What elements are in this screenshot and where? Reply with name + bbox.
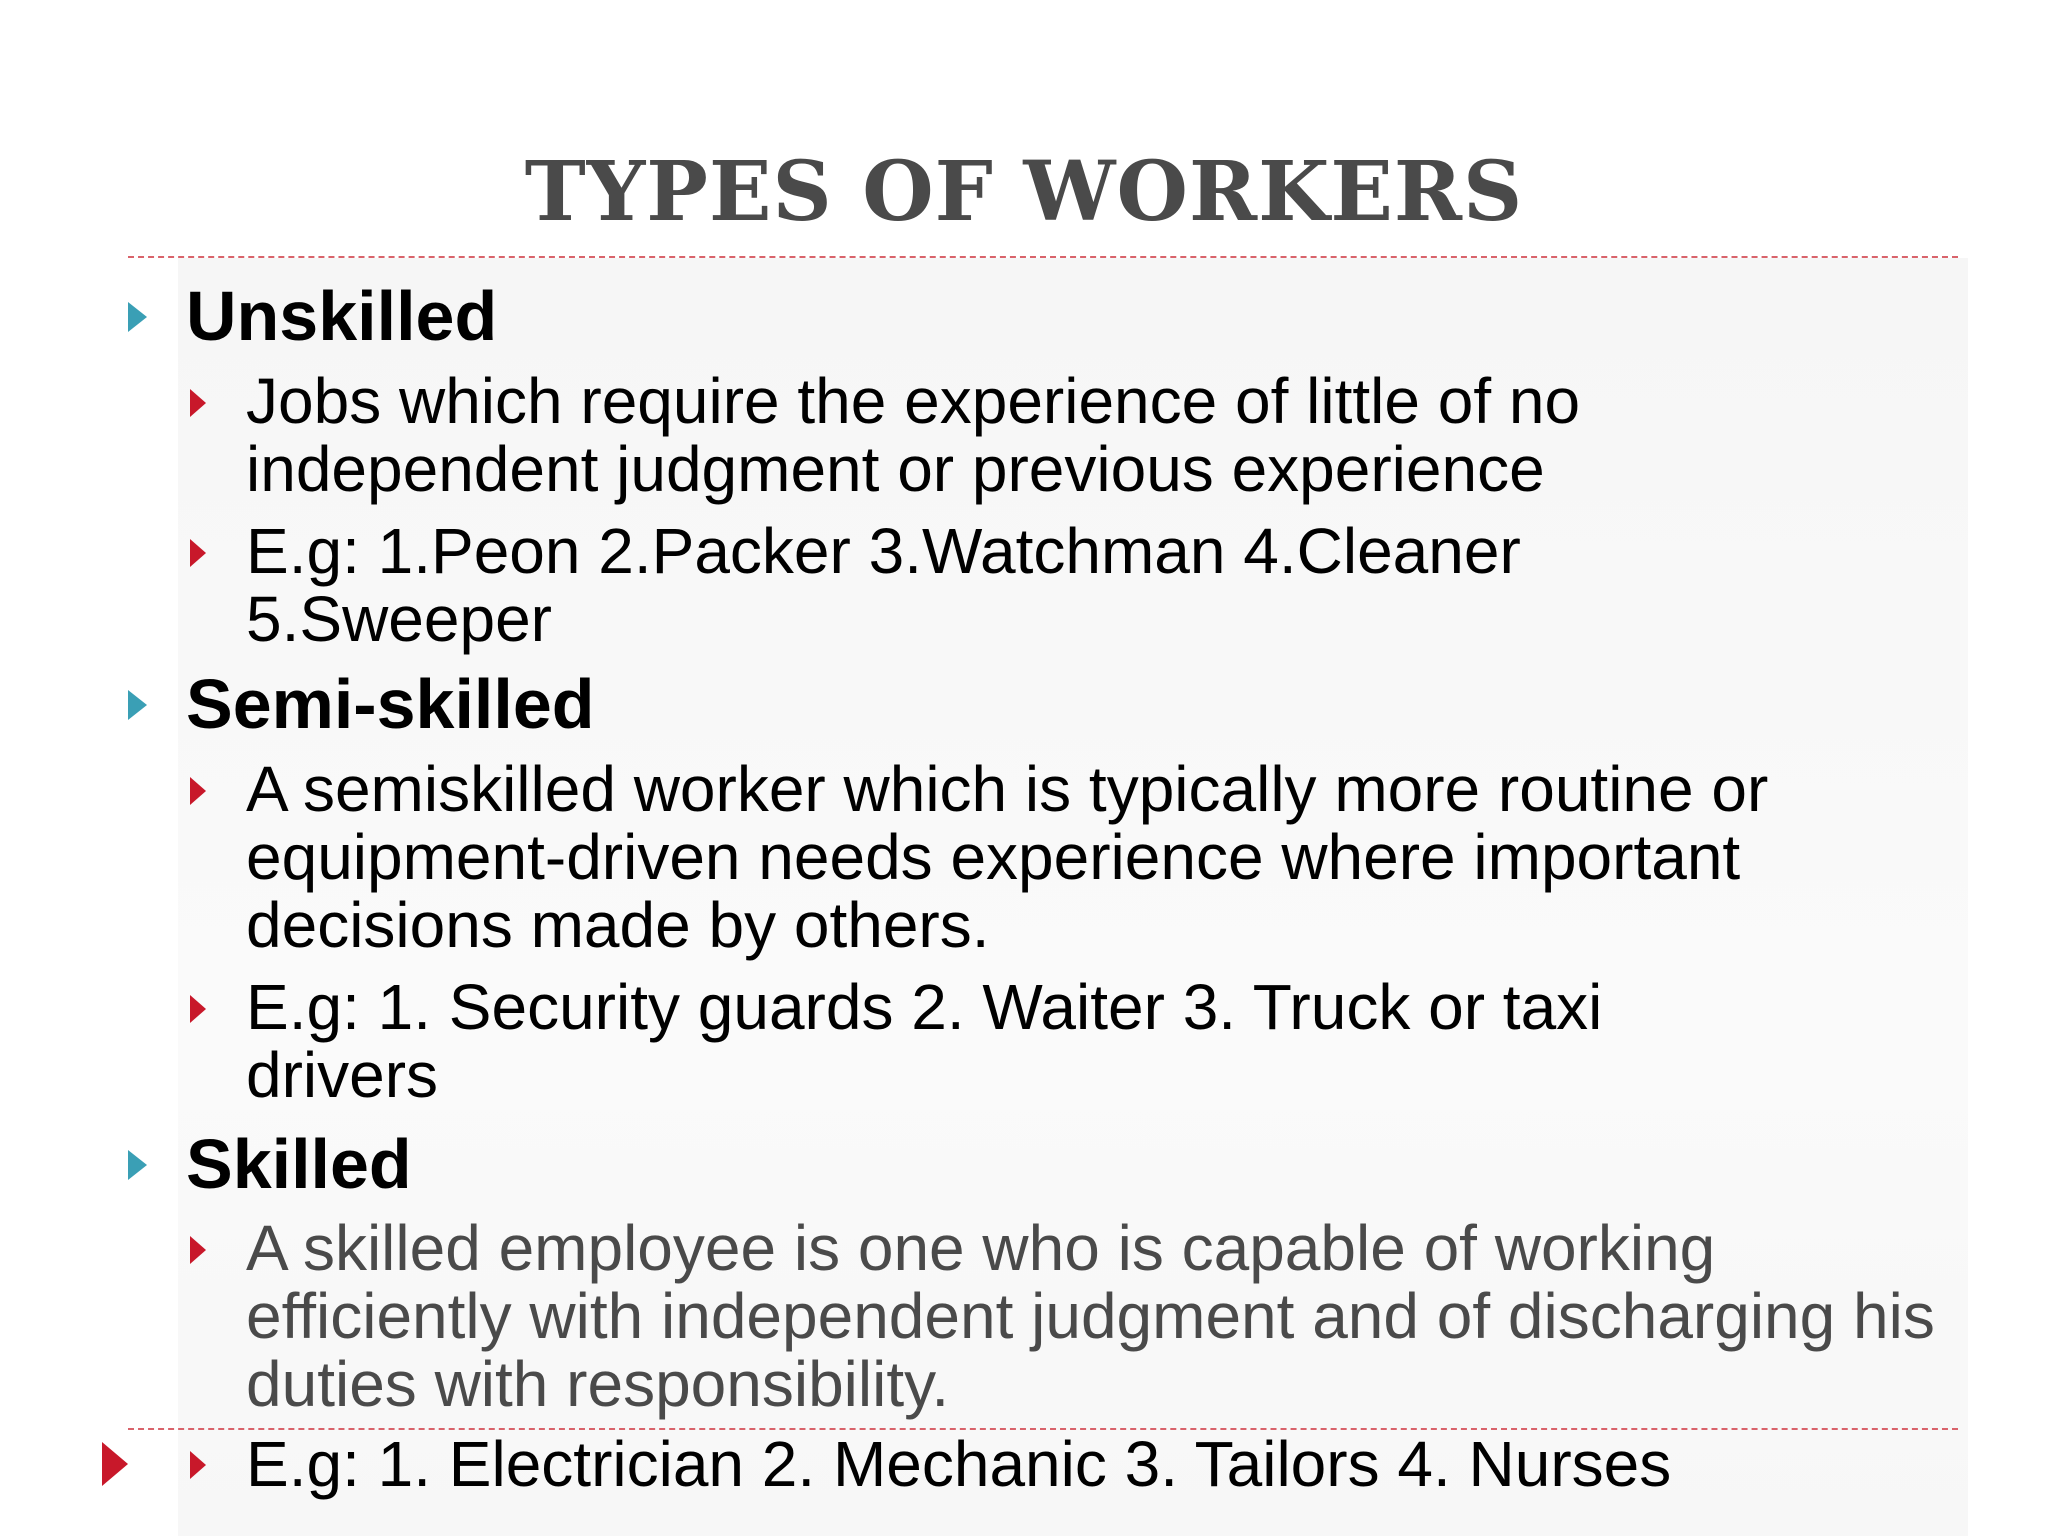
section-heading-skilled: Skilled	[186, 1125, 412, 1203]
section-heading-unskilled: Unskilled	[186, 277, 498, 355]
heading-bullet-icon	[128, 690, 147, 720]
sub-bullet-icon	[190, 1236, 206, 1264]
sub-bullet-icon	[190, 777, 206, 805]
semi-skilled-description: A semiskilled worker which is typically more routine or equipment-driven needs experience where important decisions made by others.	[246, 753, 1769, 961]
skilled-examples: E.g: 1. Electrician 2. Mechanic 3. Tailors 4. Nurses	[246, 1428, 1672, 1500]
skilled-description: A skilled employee is one who is capable of working efficiently with independent judgment and of discharging his duties with responsibility.	[246, 1212, 1935, 1420]
semi-skilled-examples: E.g: 1. Security guards 2. Waiter 3. Truck or taxi drivers	[246, 971, 1603, 1111]
sub-bullet-icon	[190, 539, 206, 567]
title-divider	[128, 256, 1958, 258]
unskilled-description: Jobs which require the experience of little of no independent judgment or previous experience	[246, 365, 1581, 505]
unskilled-examples: E.g: 1.Peon 2.Packer 3.Watchman 4.Cleaner 5.Sweeper	[246, 515, 1521, 655]
section-heading-semi-skilled: Semi-skilled	[186, 665, 595, 743]
slide-title: TYPES OF WORKERS	[524, 144, 1524, 240]
heading-bullet-icon	[128, 1150, 147, 1180]
sub-bullet-icon	[190, 389, 206, 417]
footer-arrow-icon	[102, 1442, 128, 1486]
heading-bullet-icon	[128, 302, 147, 332]
sub-bullet-icon	[190, 995, 206, 1023]
sub-bullet-icon	[190, 1451, 206, 1479]
